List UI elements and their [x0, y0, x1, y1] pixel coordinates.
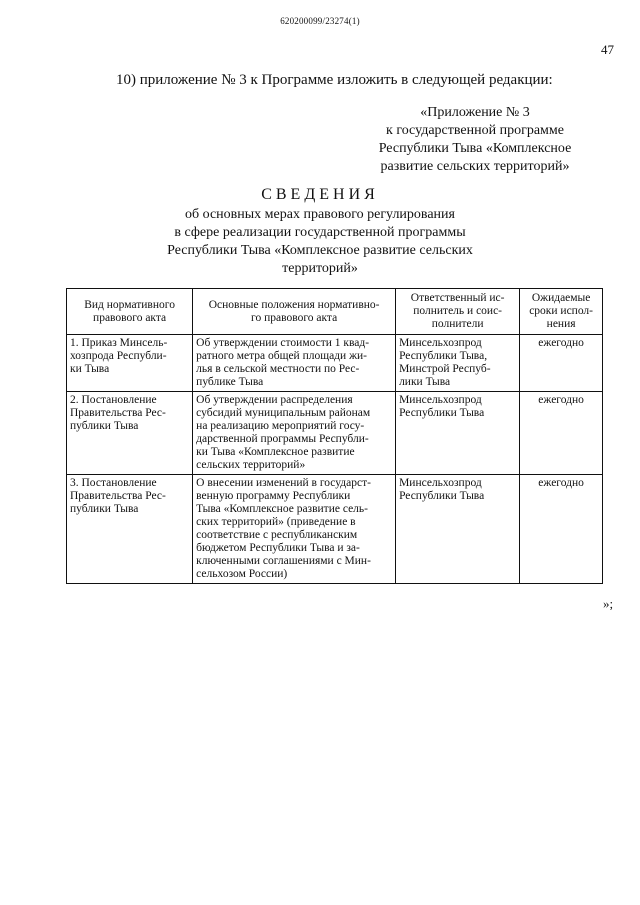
page-number: 47 [601, 42, 614, 57]
cell-provisions: Об утверждении стоимости 1 квад- ратного метра общей площади жи- лья в сельской местности по Рес- публике Тыва [193, 335, 396, 392]
cell-executors: Минсельхозпрод Республики Тыва [396, 475, 520, 584]
document-id: 620200099/23274(1) [280, 16, 360, 26]
appendix-line: к государственной программе [386, 123, 564, 138]
column-header-executors: Ответственный ис- полнитель и соис- полнители [396, 289, 520, 335]
cell-provisions: Об утверждении распределения субсидий муниципальным районам на реализацию мероприятий госу- дарственной программы Республи- ки Тыва «Комплексное развитие сельских территорий» [193, 392, 396, 475]
column-header-provisions: Основные положения нормативно- го правового акта [193, 289, 396, 335]
table-row [67, 392, 603, 475]
measures-table [66, 288, 603, 584]
cell-executors: Минсельхозпрод Республики Тыва, Минстрой Респуб- лики Тыва [396, 335, 520, 392]
document-subtitle [0, 206, 640, 278]
intro-text: 10) приложение № 3 к Программе изложить в следующей редакции: [116, 72, 553, 88]
cell-act-type: 3. Постановление Правительства Рес- публики Тыва [67, 475, 193, 584]
appendix-line: «Приложение № 3 [420, 105, 530, 120]
column-header-act-type: Вид нормативного правового акта [67, 289, 193, 335]
cell-terms: ежегодно [520, 335, 603, 392]
column-header-terms: Ожидаемые сроки испол- нения [520, 289, 603, 335]
cell-terms: ежегодно [520, 392, 603, 475]
cell-executors: Минсельхозпрод Республики Тыва [396, 392, 520, 475]
table-header-row [67, 289, 603, 335]
subtitle-line: об основных мерах правового регулирования [185, 207, 455, 222]
subtitle-line: Республики Тыва «Комплексное развитие сельских [167, 243, 473, 258]
appendix-line: Республики Тыва «Комплексное [378, 141, 572, 156]
subtitle-line: территорий» [282, 261, 358, 276]
document-title: СВЕДЕНИЯ [261, 186, 379, 203]
appendix-header [365, 104, 585, 176]
table-row [67, 335, 603, 392]
closing-quote-mark: »; [603, 596, 614, 611]
table-row [67, 475, 603, 584]
cell-provisions: О внесении изменений в государст- венную программу Республики Тыва «Комплексное развитие сель- ских территорий» (приведение в соответствие с республиканским бюджетом Республики Тыва и за- ключенными соглашениями с Мин- сельхозом России) [193, 475, 396, 584]
appendix-line: развитие сельских территорий» [380, 159, 570, 174]
cell-act-type: 1. Приказ Минсель- хозпрода Республи- ки Тыва [67, 335, 193, 392]
subtitle-line: в сфере реализации государственной программы [174, 225, 466, 240]
cell-act-type: 2. Постановление Правительства Рес- публики Тыва [67, 392, 193, 475]
cell-terms: ежегодно [520, 475, 603, 584]
